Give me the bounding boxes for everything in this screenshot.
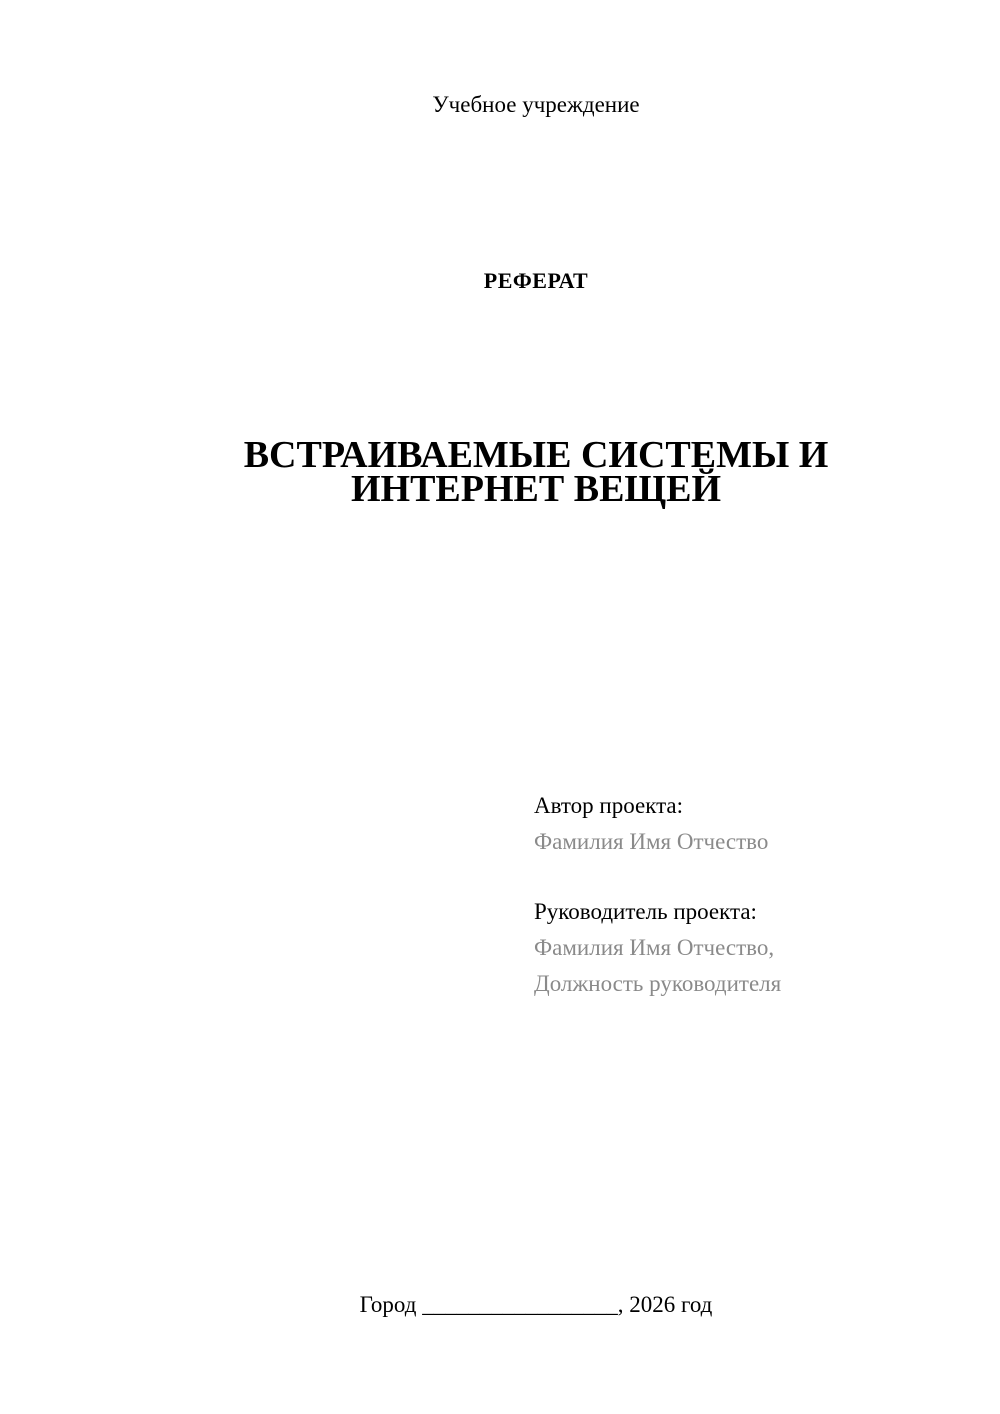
supervisor-position-placeholder: Должность руководителя — [534, 971, 782, 996]
supervisor-name-placeholder: Фамилия Имя Отчество, — [534, 935, 775, 960]
project-info-block — [534, 788, 974, 1002]
info-spacer — [534, 860, 974, 894]
document-title — [186, 434, 886, 510]
city-year-line: Город _________________, 2026 год — [359, 1292, 713, 1317]
institution-name: Учебное учреждение — [432, 92, 640, 117]
document-title-line-1: ВСТРАИВАЕМЫЕ СИСТЕМЫ И — [243, 434, 829, 476]
document-title-line-2: ИНТЕРНЕТ ВЕЩЕЙ — [350, 468, 722, 510]
supervisor-label: Руководитель проекта: — [534, 899, 757, 924]
author-label: Автор проекта: — [534, 793, 683, 818]
author-name-placeholder: Фамилия Имя Отчество — [534, 829, 769, 854]
document-type: РЕФЕРАТ — [483, 268, 589, 293]
